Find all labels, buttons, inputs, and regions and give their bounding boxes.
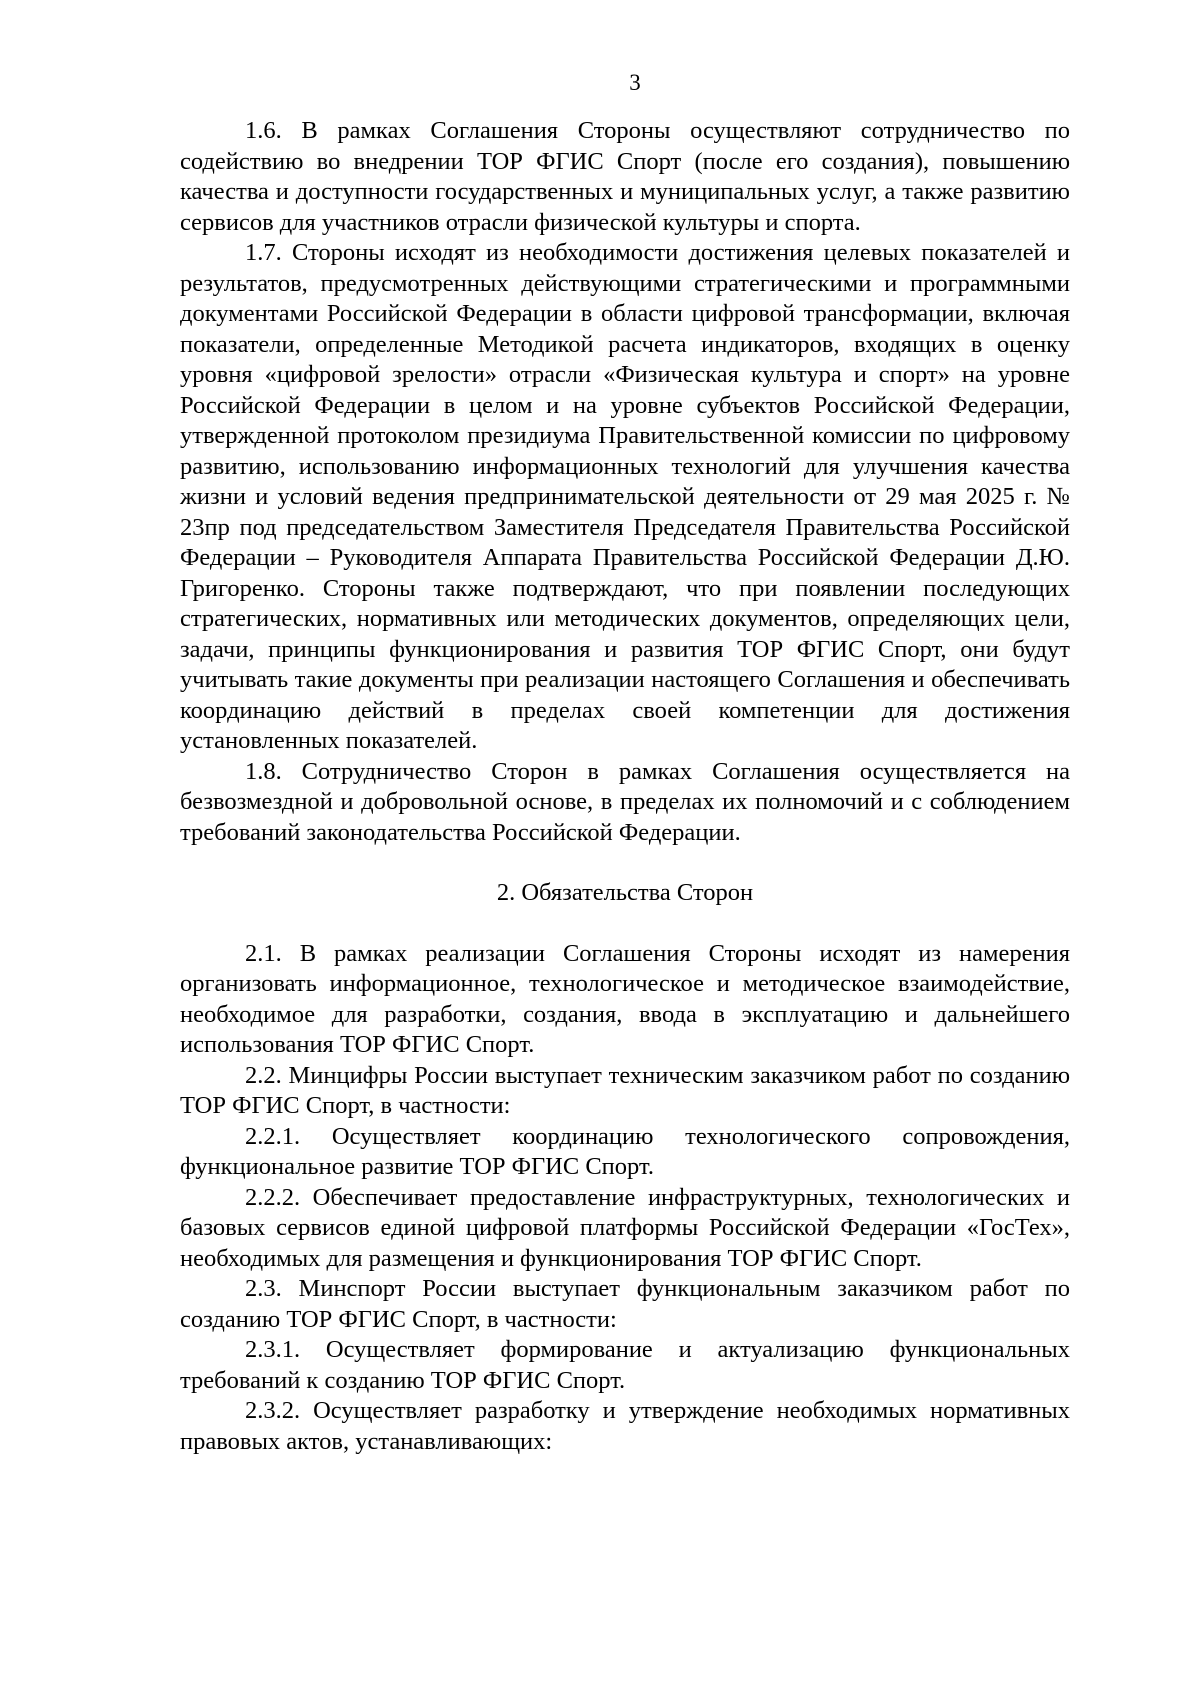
paragraph-2-2-1: 2.2.1. Осуществляет координацию технологического сопровождения, функциональное развитие ТОР ФГИС Спорт. bbox=[180, 1122, 1070, 1180]
paragraph-2-3-2: 2.3.2. Осуществляет разработку и утверждение необходимых нормативных правовых актов, устанавливающих: bbox=[180, 1397, 1070, 1455]
paragraph-2-2: 2.2. Минцифры России выступает техническим заказчиком работ по созданию ТОР ФГИС Спорт, в частности: bbox=[180, 1061, 1070, 1119]
document-body bbox=[180, 116, 1070, 1457]
paragraph-1-8: 1.8. Сотрудничество Сторон в рамках Соглашения осуществляется на безвозмездной и добровольной основе, в пределах их полномочий и с соблюдением требований законодательства Российской Федерации. bbox=[180, 757, 1070, 846]
paragraph-1-7: 1.7. Стороны исходят из необходимости достижения целевых показателей и результатов, предусмотренных действующими стратегическими и программными документами Российской Федерации в области цифровой трансформации, включая показатели, определенные Методикой расчета индикаторов, входящих в оценку уровня «цифровой зрелости» отрасли «Физическая культура и спорт» на уровне Российской Федерации в целом и на уровне субъектов Российской Федерации, утвержденной протоколом президиума Правительственной комиссии по цифровому развитию, использованию информационных технологий для улучшения качества жизни и условий ведения предпринимательской деятельности от 29 мая 2025 г. № 23пр под председательством Заместителя Председателя Правительства Российской Федерации – Руководителя Аппарата Правительства Российской Федерации Д.Ю. Григоренко. Стороны также подтверждают, что при появлении последующих стратегических, нормативных или методических документов, определяющих цели, задачи, принципы функционирования и развития ТОР ФГИС Спорт, они будут учитывать такие документы при реализации настоящего Соглашения и обеспечивать координацию действий в пределах своей компетенции для достижения установленных показателей. bbox=[180, 239, 1070, 754]
section-heading: 2. Обязательства Сторон bbox=[496, 879, 754, 906]
paragraph-2-2-2: 2.2.2. Обеспечивает предоставление инфраструктурных, технологических и базовых сервисов единой цифровой платформы Российской Федерации «ГосТех», необходимых для размещения и функционирования ТОР ФГИС Спорт. bbox=[180, 1183, 1070, 1272]
paragraph-2-3-1: 2.3.1. Осуществляет формирование и актуализацию функциональных требований к созданию ТОР ФГИС Спорт. bbox=[180, 1336, 1070, 1394]
paragraph-2-3: 2.3. Минспорт России выступает функциональным заказчиком работ по созданию ТОР ФГИС Спорт, в частности: bbox=[180, 1275, 1070, 1333]
page-number: 3 bbox=[629, 70, 641, 95]
paragraph-1-6: 1.6. В рамках Соглашения Стороны осуществляют сотрудничество по содействию во внедрении ТОР ФГИС Спорт (после его создания), повышению качества и доступности государственных и муниципальных услуг, а также развитию сервисов для участников отрасли физической культуры и спорта. bbox=[180, 117, 1070, 236]
paragraph-2-1: 2.1. В рамках реализации Соглашения Стороны исходят из намерения организовать информационное, технологическое и методическое взаимодействие, необходимое для разработки, создания, ввода в эксплуатацию и дальнейшего использования ТОР ФГИС Спорт. bbox=[180, 939, 1070, 1058]
